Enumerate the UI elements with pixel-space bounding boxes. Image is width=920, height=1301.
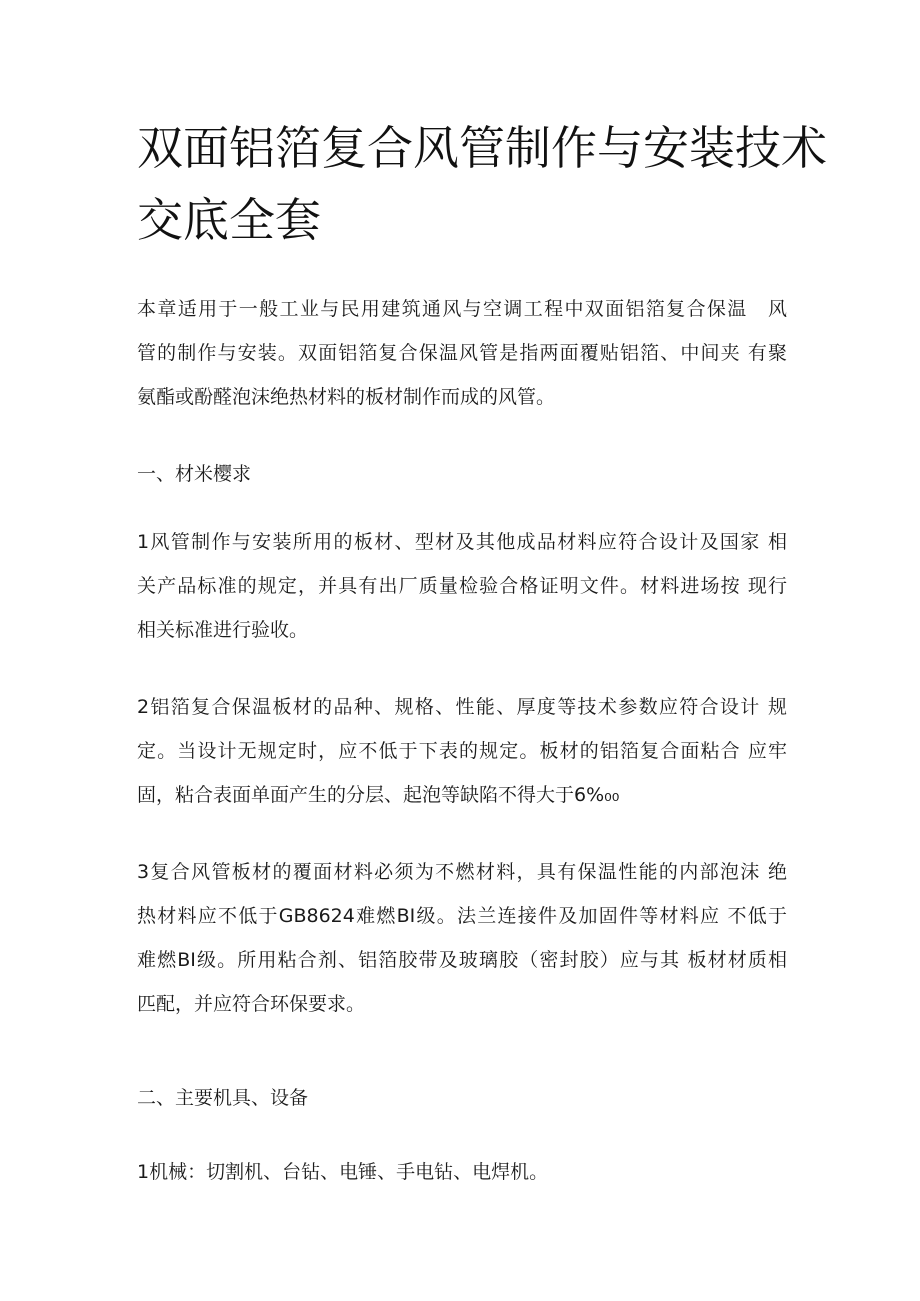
text-line: 热材料应不低于GB8624难燃BI级。法兰连接件及加固件等材料应 不低于 bbox=[137, 905, 787, 927]
title-line: 双面铝箔复合风管制作与安装技术 bbox=[137, 121, 827, 175]
section-heading-equipment bbox=[137, 1076, 787, 1120]
document-title bbox=[137, 112, 827, 256]
paragraph-1 bbox=[137, 520, 787, 652]
heading-text: 一、材米樱求 bbox=[137, 463, 252, 485]
text-line: 定。当设计无规定时，应不低于下表的规定。板材的铝箔复合面粘合 应牢 bbox=[137, 740, 787, 762]
text-line: 3复合风管板材的覆面材料必须为不燃材料，具有保温性能的内部泡沫 绝 bbox=[137, 861, 787, 883]
paragraph-3 bbox=[137, 850, 787, 1026]
heading-text: 二、主要机具、设备 bbox=[137, 1087, 309, 1109]
intro-paragraph bbox=[137, 287, 787, 419]
text-line: 1机械：切割机、台钻、电锤、手电钻、电焊机。 bbox=[137, 1161, 549, 1183]
text-line: 难燃BI级。所用粘合剂、铝箔胶带及玻璃胶（密封胶）应与其 板材材质相 bbox=[137, 949, 787, 971]
text-line: 氨酯或酚醛泡沫绝热材料的板材制作而成的风管。 bbox=[137, 386, 556, 408]
title-line: 交底全套 bbox=[137, 193, 321, 247]
paragraph-2 bbox=[137, 685, 787, 817]
text-line: 固，粘合表面单面产生的分层、起泡等缺陷不得大于6%₀₀ bbox=[137, 784, 620, 806]
text-line: 匹配，并应符合环保要求。 bbox=[137, 993, 366, 1015]
text-line: 1风管制作与安装所用的板材、型材及其他成品材料应符合设计及国家 相 bbox=[137, 531, 787, 553]
text-line: 本章适用于一般工业与民用建筑通风与空调工程中双面铝箔复合保温 风 bbox=[137, 298, 787, 320]
text-line: 2铝箔复合保温板材的品种、规格、性能、厚度等技术参数应符合设计 规 bbox=[137, 696, 787, 718]
text-line: 关产品标准的规定，并具有出厂质量检验合格证明文件。材料进场按 现行 bbox=[137, 575, 787, 597]
text-line: 相关标准进行验收。 bbox=[137, 619, 309, 641]
section-heading-materials bbox=[137, 452, 787, 496]
text-line: 管的制作与安装。双面铝箔复合保温风管是指两面覆贴铝箔、中间夹 有聚 bbox=[137, 342, 787, 364]
paragraph-4 bbox=[137, 1150, 787, 1194]
